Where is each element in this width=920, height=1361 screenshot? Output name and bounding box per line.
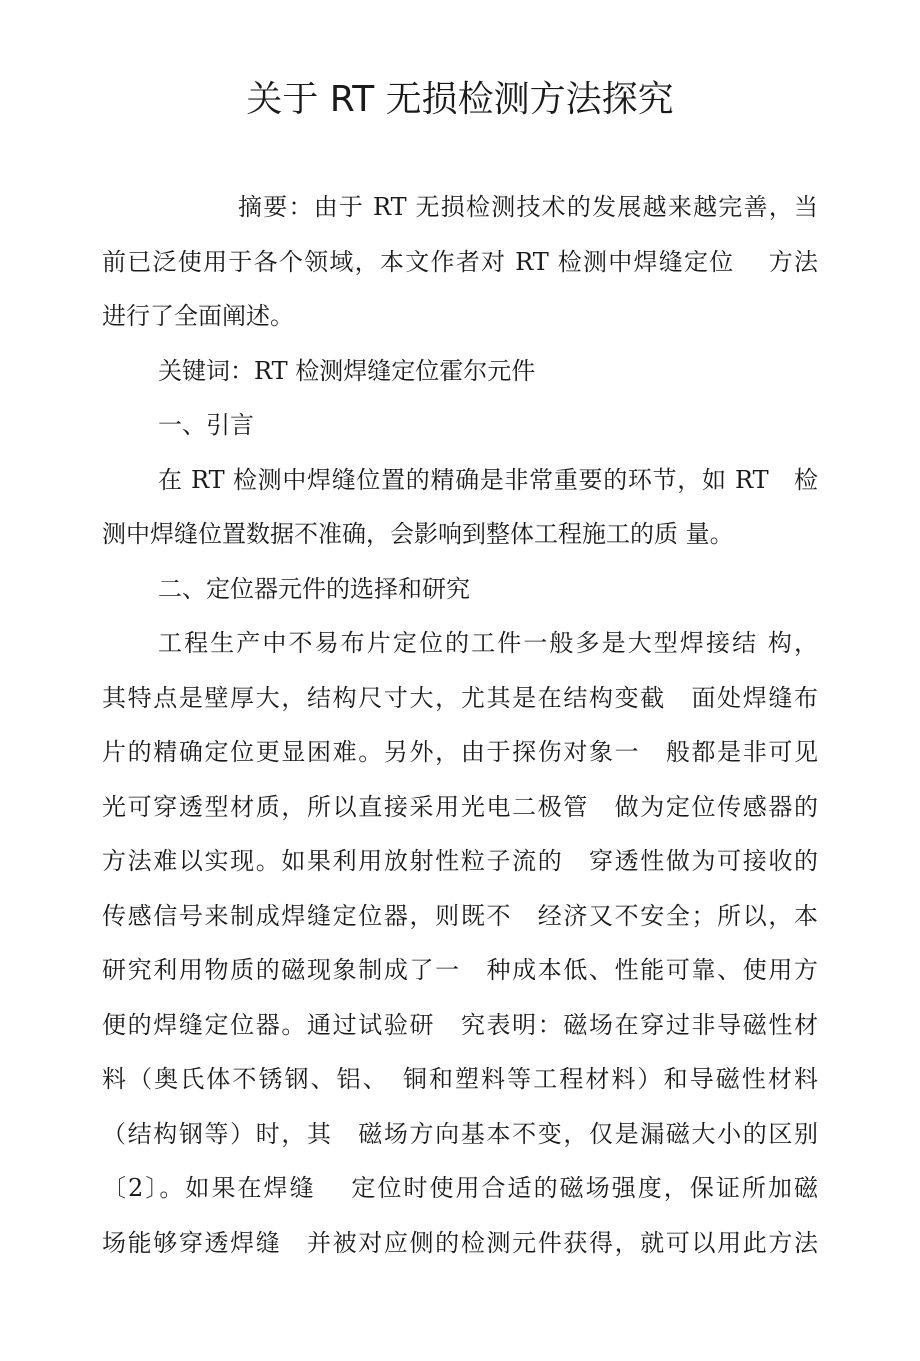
text-line: 摘要：由于 RT 无损检测技术的发展越来越完善，当 bbox=[238, 193, 818, 221]
text-line: （结构钢等）时，其 磁场方向基本不变，仅是漏磁大小的区别 bbox=[102, 1119, 818, 1148]
text-line: 二、定位器元件的选择和研究 bbox=[158, 574, 470, 603]
text-line: 其特点是壁厚大，结构尺寸大，尤其是在结构变截 面处焊缝布 bbox=[102, 683, 818, 712]
text-line: 传感信号来制成焊缝定位器，则既不 经济又不安全；所以，本 bbox=[102, 901, 818, 930]
text-line: 料（奥氏体不锈钢、铝、 铜和塑料等工程材料）和导磁性材料 bbox=[102, 1065, 818, 1093]
text-line: 关键词：RT 检测焊缝定位霍尔元件 bbox=[158, 356, 536, 385]
text-line: 〔2〕。如果在焊缝 定位时使用合适的磁场强度，保证所加磁 bbox=[102, 1174, 818, 1202]
text-line: 一、引言 bbox=[158, 411, 254, 439]
abstract-paragraph bbox=[102, 180, 818, 344]
text-line: 场能够穿透焊缝 并被对应侧的检测元件获得，就可以用此方法 bbox=[102, 1228, 818, 1257]
locator-paragraph bbox=[102, 616, 818, 1270]
text-line: 测中焊缝位置数据不准确，会影响到整体工程施工的质 量。 bbox=[102, 520, 734, 548]
text-line: 便的焊缝定位器。通过试验研 究表明：磁场在穿过非导磁性材 bbox=[102, 1010, 818, 1039]
text-line: 前已泛使用于各个领域，本文作者对 RT 检测中焊缝定位 方法 bbox=[102, 247, 818, 276]
text-line: 工程生产中不易布片定位的工件一般多是大型焊接结 构， bbox=[158, 629, 818, 657]
text-line: 光可穿透型材质，所以直接采用光电二极管 做为定位传感器的 bbox=[102, 792, 818, 821]
text-line: 进行了全面阐述。 bbox=[102, 302, 294, 330]
section-heading-introduction bbox=[102, 398, 818, 453]
text-line: 片的精确定位更显困难。另外，由于探伤对象一 般都是非可见 bbox=[102, 738, 818, 766]
keywords-paragraph bbox=[102, 344, 818, 399]
text-line: 在 RT 检测中焊缝位置的精确是非常重要的环节，如 RT 检 bbox=[158, 465, 818, 494]
document-body bbox=[102, 180, 818, 1270]
document-title: 关于 RT 无损检测方法探究 bbox=[246, 79, 674, 120]
text-line: 方法难以实现。如果利用放射性粒子流的 穿透性做为可接收的 bbox=[102, 847, 818, 875]
section-heading-locator bbox=[102, 562, 818, 617]
introduction-paragraph bbox=[102, 453, 818, 562]
text-line: 研究利用物质的磁现象制成了一 种成本低、性能可靠、使用方 bbox=[102, 956, 818, 984]
